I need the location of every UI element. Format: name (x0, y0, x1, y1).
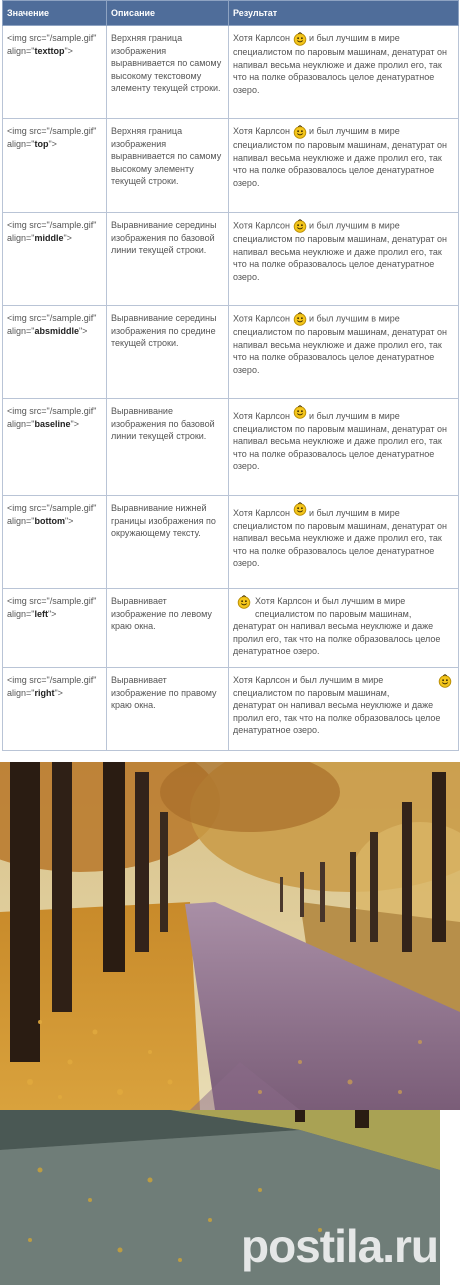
description-cell: Выравнивает изображение по правому краю окна. (107, 668, 229, 751)
header-value: Значение (3, 1, 107, 26)
code-text: <img src="/sample.gif" align=" (7, 220, 97, 243)
code-text: "> (64, 515, 74, 526)
result-text: специалистом по паровым машинам, денатурат он напивал весьма неуклюже и даже пролил его, так что на полке образовалось целое денатуратное озеро. (233, 423, 447, 471)
table-row (3, 668, 459, 751)
description-cell: Выравнивание изображения по базовой линии текущей строки. (107, 399, 229, 496)
align-value: texttop (34, 45, 65, 56)
description-cell: Верхняя граница изображения выравнивается по самому высокому элементу текущей строки. (107, 119, 229, 213)
code-text: <img src="/sample.gif" align=" (7, 675, 97, 698)
smiley-icon (293, 125, 307, 139)
header-description: Описание (107, 1, 229, 26)
code-text: "> (63, 232, 72, 243)
align-value: bottom (34, 515, 65, 526)
result-cell (229, 589, 459, 668)
description-cell: Верхняя граница изображения выравнивается по самому высокому текстовому элементу текущей строки. (107, 26, 229, 119)
result-cell (229, 26, 459, 119)
table-row (3, 119, 459, 213)
smiley-icon (237, 595, 251, 609)
result-text: Хотя Карлсон (233, 33, 290, 43)
result-text: Хотя Карлсон и был лучшим в мире специалистом по паровым машинам, (255, 596, 412, 619)
html-img-align-table (2, 0, 458, 751)
autumn-alley-photo (0, 762, 460, 1110)
code-text: <img src="/sample.gif" align=" (7, 33, 97, 56)
code-text: <img src="/sample.gif" align=" (7, 503, 97, 526)
code-text: "> (78, 325, 88, 336)
align-value: absmiddle (34, 325, 79, 336)
code-cell (3, 399, 107, 496)
description-cell: Выравнивание середины изображения по базовой линии текущей строки. (107, 213, 229, 306)
header-result: Результат (229, 1, 459, 26)
result-text: и был лучшим в мире (309, 33, 400, 43)
code-text: <img src="/sample.gif" align=" (7, 126, 97, 149)
align-reference-table (2, 0, 459, 751)
code-cell (3, 589, 107, 668)
code-cell (3, 26, 107, 119)
description-cell: Выравнивание нижней границы изображения по окружающему тексту. (107, 496, 229, 589)
table-row (3, 213, 459, 306)
code-text: "> (64, 45, 73, 56)
result-text: Хотя Карлсон (233, 220, 290, 231)
table-header-row (3, 1, 459, 26)
result-text: специалистом по паровым машинам, денатурат он напивал весьма неуклюже и даже пролил его, так что на полке образовалось целое денатуратное озеро. (233, 520, 447, 568)
code-text: <img src="/sample.gif" align=" (7, 406, 97, 429)
code-cell (3, 213, 107, 306)
description-cell: Выравнивание середины изображения по средине текущей строки. (107, 306, 229, 399)
result-text: Хотя Карлсон (233, 126, 290, 136)
smiley-icon (293, 312, 307, 326)
result-text: Хотя Карлсон (233, 313, 290, 324)
code-text: "> (48, 138, 57, 149)
code-cell (3, 668, 107, 751)
code-text: "> (70, 418, 79, 429)
result-text: и был лучшим в мире (309, 508, 400, 518)
code-text: <img src="/sample.gif" align=" (7, 596, 97, 619)
align-value: baseline (34, 418, 71, 429)
result-text: и был лучшим в мире (309, 411, 400, 421)
result-cell (229, 668, 459, 751)
description-cell: Выравнивает изображение по левому краю окна. (107, 589, 229, 668)
result-cell (229, 213, 459, 306)
result-text: Хотя Карлсон (233, 508, 290, 518)
smiley-icon (293, 219, 307, 233)
table-row (3, 26, 459, 119)
align-value: right (34, 687, 55, 698)
autumn-alley-illustration (0, 762, 460, 1110)
result-text: специалистом по паровым машинам, денатурат он напивал весьма неуклюже и даже пролил его, так что на полке образовалось целое денатуратное озеро. (233, 234, 447, 282)
smiley-icon (293, 32, 307, 46)
code-text: "> (47, 608, 57, 619)
result-text: Хотя Карлсон (233, 411, 290, 421)
code-text: <img src="/sample.gif" align=" (7, 313, 97, 336)
result-text: и был лучшим в мире (309, 220, 400, 231)
table-row (3, 399, 459, 496)
result-text: денатурат он напивал весьма неуклюже и даже пролил его, так что на полке образовалось целое денатуратное озеро. (233, 621, 441, 656)
result-cell (229, 496, 459, 589)
code-cell (3, 119, 107, 213)
result-cell (229, 399, 459, 496)
smiley-icon (293, 502, 307, 516)
result-cell (229, 306, 459, 399)
result-text: и был лучшим в мире (309, 126, 400, 136)
result-text: и был лучшим в мире (309, 313, 400, 324)
align-value: top (34, 138, 49, 149)
table-row (3, 496, 459, 589)
code-cell (3, 306, 107, 399)
wet-path-photo (0, 1110, 460, 1285)
table-row (3, 306, 459, 399)
smiley-icon (438, 674, 452, 688)
result-text: Хотя Карлсон и был лучшим в мире специалистом по паровым машинам, денатурат он напивал весьма неуклюже и даже пролил его, так что на полке образовалось целое денатуратное озеро. (233, 675, 441, 735)
result-text: специалистом по паровым машинам, денатурат он напивал весьма неуклюже и даже пролил его, так что на полке образовалось целое денатуратное озеро. (233, 327, 447, 375)
result-text: специалистом по паровым машинам, денатурат он напивал весьма неуклюже и даже пролил его, так что на полке образовалось целое денатуратное озеро. (233, 140, 447, 188)
code-cell (3, 496, 107, 589)
result-text: специалистом по паровым машинам, денатурат он напивал весьма неуклюже и даже пролил его, так что на полке образовалось целое денатуратное озеро. (233, 47, 447, 95)
smiley-icon (293, 405, 307, 419)
align-value: left (34, 608, 48, 619)
align-value: middle (34, 232, 64, 243)
result-cell (229, 119, 459, 213)
code-text: "> (54, 687, 63, 698)
postila-watermark: postila.ru (240, 1220, 438, 1272)
table-row (3, 589, 459, 668)
